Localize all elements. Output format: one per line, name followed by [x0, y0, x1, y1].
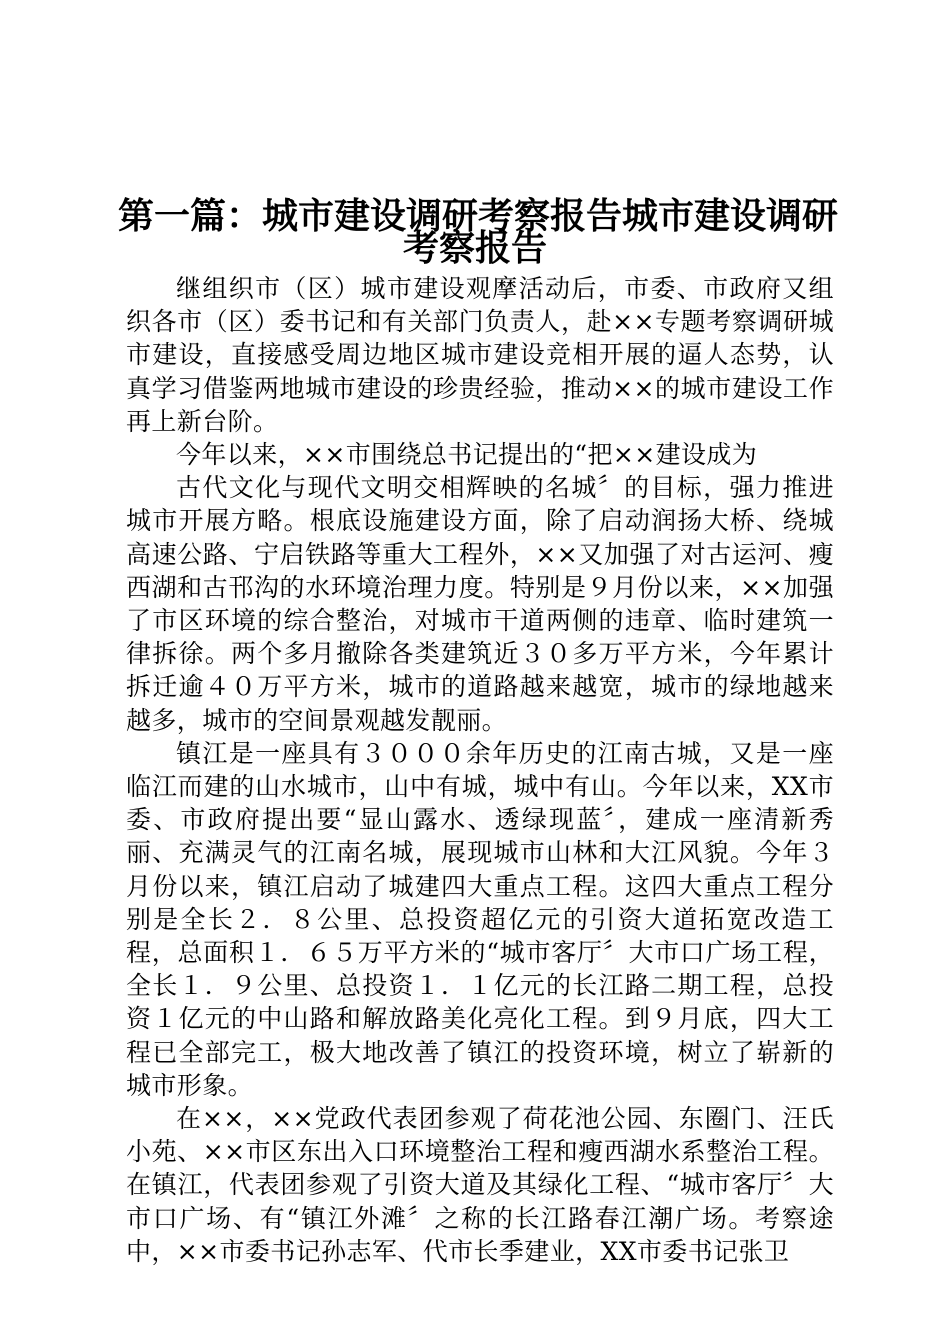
paragraph-goal: 古代文化与现代文明交相辉映的名城〞的目标，强力推进城市开展方略。根底设施建设方面，除了启动润扬大桥、绕城高速公路、宁启铁路等重大工程外，××又加强了对古运河、瘦西湖和古邗沟的水环境治理力度。特别是９月份以来，××加强了市区环境的综合整治，对城市干道两侧的违章、临时建筑一律拆徐。两个多月撤除各类建筑近３０多万平方米，今年累计拆迁逾４０万平方米，城市的道路越来越宽，城市的绿地越来越多，城市的空间景观越发靓丽。	[126, 473, 834, 735]
paragraph-this-year: 今年以来，××市围绕总书记提出的“把××建设成为	[176, 440, 758, 470]
document-title-line-2: 考察报告	[402, 227, 547, 269]
document-title-line-1: 第一篇：城市建设调研考察报告城市建设调研	[118, 195, 839, 237]
document-body	[126, 272, 834, 1268]
paragraph-delegation: 在××，××党政代表团参观了荷花池公园、东圈门、汪氏小苑、××市区东出入口环境整治工程和瘦西湖水系整治工程。在镇江，代表团参观了引资大道及其绿化工程、“城市客厅〞大市口广场、有“镇江外滩〞之称的长江路春江潮广场。考察途中，××市委书记孙志军、代市长季建业，XX市委书记张卫	[126, 1104, 834, 1266]
paragraph-zhenjiang: 镇江是一座具有３０００余年历史的江南古城，又是一座临江而建的山水城市，山中有城，城中有山。今年以来，XX市委、市政府提出要“显山露水、透绿现蓝〞，建成一座清新秀丽、充满灵气的江南名城，展现城市山林和大江风貌。今年３月份以来，镇江启动了城建四大重点工程。这四大重点工程分别是全长２．８公里、总投资超亿元的引资大道拓宽改造工程，总面积１．６５万平方米的“城市客厅〞大市口广场工程，全长１．９公里、总投资１．１亿元的长江路二期工程，总投资１亿元的中山路和解放路美化亮化工程。到９月底，四大工程已全部完工，极大地改善了镇江的投资环境，树立了崭新的城市形象。	[126, 738, 834, 1100]
paragraph-intro: 继组织市（区）城市建设观摩活动后，市委、市政府又组织各市（区）委书记和有关部门负责人，赴××专题考察调研城市建设，直接感受周边地区城市建设竞相开展的逼人态势，认真学习借鉴两地城市建设的珍贵经验，推动××的城市建设工作再上新台阶。	[126, 274, 834, 436]
